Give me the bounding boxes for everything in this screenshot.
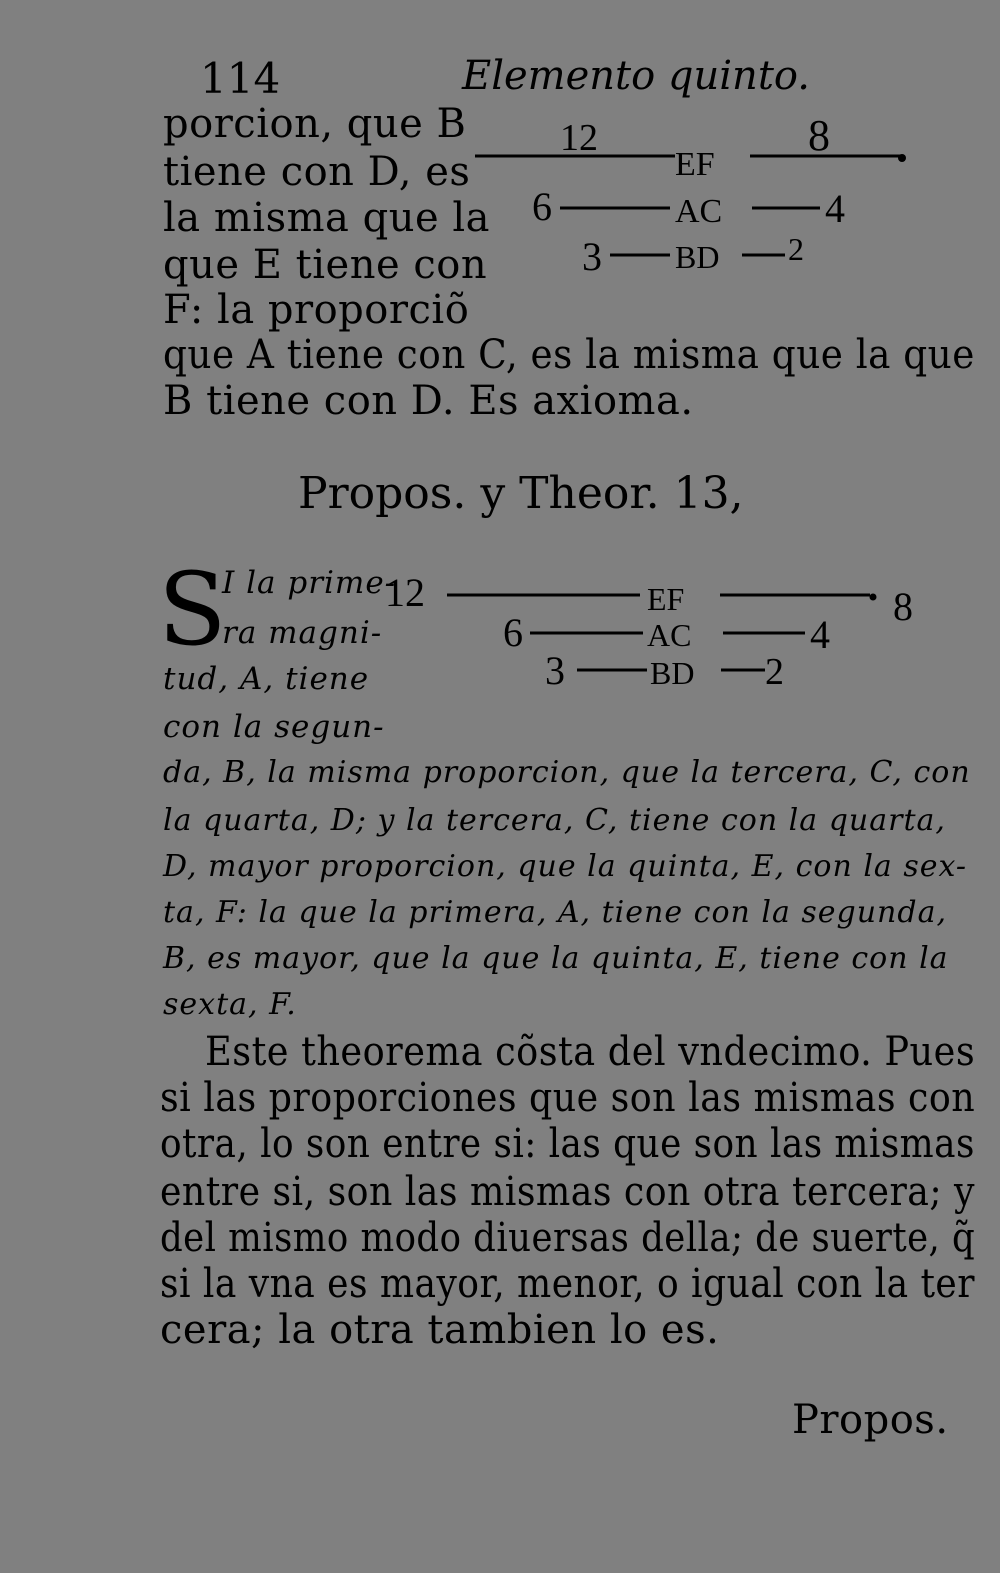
proportion-diagram	[470, 110, 920, 285]
explanation-line: si la vna es mayor, menor, o igual con la ter	[160, 1261, 975, 1307]
diagram-value: 3	[545, 648, 565, 693]
diagram-labels: BD	[675, 239, 720, 275]
enunciation-line: sexta, F.	[163, 987, 297, 1022]
catchword: Propos.	[792, 1397, 949, 1443]
text-line: la misma que la	[163, 195, 490, 241]
diagram-labels: AC	[675, 193, 723, 230]
text-line: porcion, que B	[163, 101, 467, 147]
line-end-dot	[870, 594, 877, 601]
diagram-value: 3	[582, 234, 602, 279]
diagram-value: 12	[385, 570, 425, 615]
enunciation-line: tud, A, tiene	[163, 661, 370, 697]
explanation-line: entre si, son las mismas con otra tercera; y	[160, 1169, 975, 1215]
diagram-value: 6	[503, 610, 523, 655]
text-line: que A tiene con C, es la misma que la que	[163, 332, 975, 378]
diagram-value: 4	[825, 186, 845, 231]
explanation-line: otra, lo son entre si: las que son las mismas	[160, 1121, 975, 1167]
enunciation-line: la quarta, D; y la tercera, C, tiene con la quarta,	[163, 803, 946, 838]
enunciation-line: D, mayor proporcion, que la quinta, E, con la sex-	[163, 849, 968, 884]
diagram-value: 8	[808, 111, 830, 160]
diagram-value: 4	[810, 612, 830, 657]
proposition-title: Propos. y Theor. 13,	[298, 468, 744, 519]
enunciation-line: con la segun-	[163, 709, 385, 745]
diagram-value: 12	[560, 117, 598, 159]
explanation-line: del mismo modo diuersas della; de suerte, q̃	[160, 1215, 976, 1261]
diagram-labels: EF	[675, 146, 715, 183]
diagram-value: 6	[532, 184, 552, 229]
running-title: Elemento quinto.	[462, 53, 810, 99]
enunciation-line: I la prime-	[222, 565, 397, 601]
text-line: B tiene con D. Es axioma.	[163, 378, 694, 424]
diagram-labels: AC	[647, 617, 692, 653]
explanation-line: si las proporciones que son las mismas con	[160, 1075, 976, 1121]
diagram-value: 2	[788, 231, 804, 267]
diagram-value: 2	[765, 651, 784, 693]
diagram-value: 8	[893, 584, 913, 629]
explanation-line: Este theorema cõsta del vndecimo. Pues	[205, 1029, 976, 1075]
text-line: tiene con D, es	[163, 149, 471, 195]
enunciation-line: ta, F: la que la primera, A, tiene con la segunda,	[163, 895, 948, 930]
line-end-dot	[898, 154, 906, 162]
enunciation-line: ra magni-	[222, 615, 383, 651]
diagram-labels: BD	[650, 655, 695, 691]
text-line: que E tiene con	[163, 242, 488, 288]
enunciation-line: B, es mayor, que la que la quinta, E, tiene con la	[163, 941, 949, 976]
page-number: 114	[200, 54, 281, 103]
drop-cap: S	[158, 551, 227, 668]
proportion-diagram	[385, 568, 945, 698]
enunciation-line: da, B, la misma proporcion, que la tercera, C, con	[163, 755, 971, 790]
text-line: F: la proporciõ	[163, 287, 470, 333]
explanation-line: cera; la otra tambien lo es.	[160, 1307, 720, 1353]
diagram-labels: EF	[647, 581, 685, 617]
